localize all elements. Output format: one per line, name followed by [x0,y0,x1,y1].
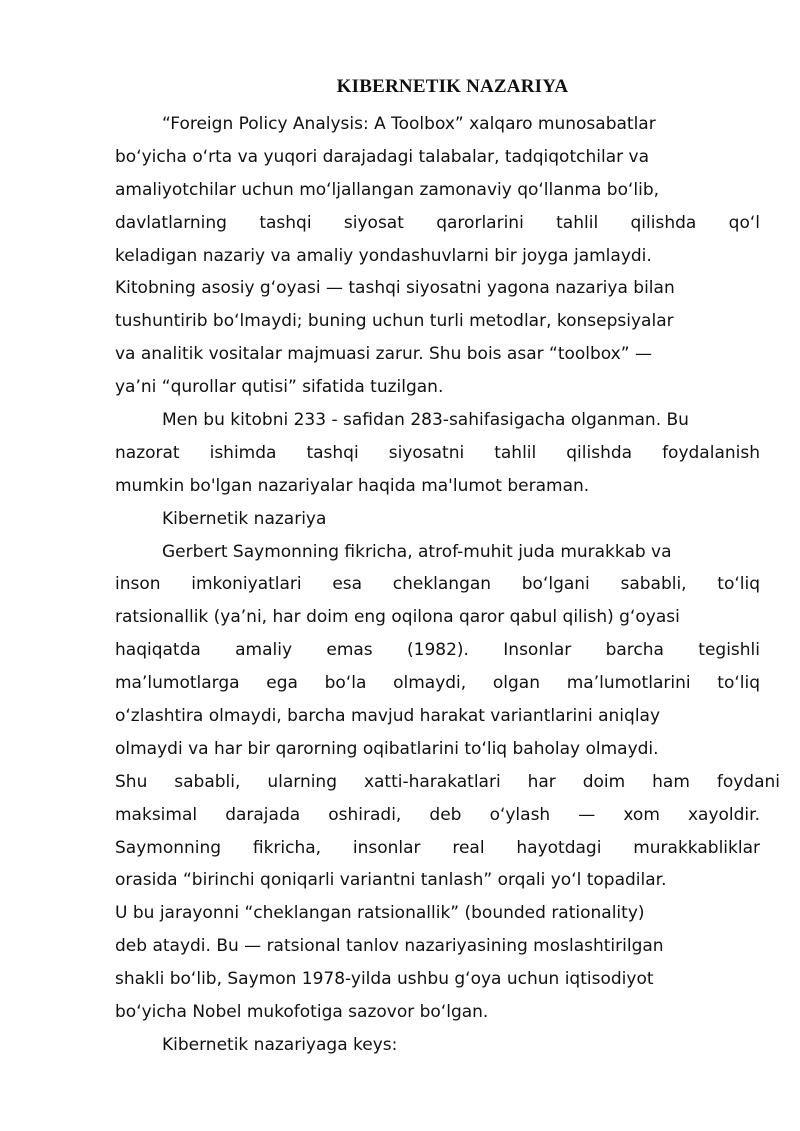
paragraph-line: maksimal darajada oshiradi, deb o‘ylash — xom xayoldir. [115,804,760,825]
page-title: KIBERNETIK NAZARIYA [336,76,569,97]
paragraph-line: Gerbert Saymonning fikricha, atrof-muhit juda murakkab va [162,541,672,562]
paragraph-line: ratsionallik (ya’ni, har doim eng oqilona qaror qabul qilish) g‘oyasi [115,607,680,628]
paragraph-line: tushuntirib bo‘lmaydi; buning uchun turli metodlar, konsepsiyalar [115,311,674,332]
paragraph-line: va analitik vositalar majmuasi zarur. Shu bois asar “toolbox” — [115,344,652,365]
section-heading: Kibernetik nazariyaga keys: [162,1034,398,1055]
paragraph-line: davlatlarning tashqi siyosat qarorlarini tahlil qilishda qo‘l [115,212,760,233]
paragraph-line: amaliyotchilar uchun mo‘ljallangan zamonaviy qo‘llanma bo‘lib, [115,179,660,200]
paragraph-line: olmaydi va har bir qarorning oqibatlarini to‘liq baholay olmaydi. [115,738,659,759]
paragraph-line: ma’lumotlarga ega bo‘la olmaydi, olgan ma’lumotlarini to‘liq [115,673,760,694]
paragraph-line: Kitobning asosiy g‘oyasi — tashqi siyosatni yagona nazariya bilan [115,278,675,299]
paragraph-line: deb ataydi. Bu — ratsional tanlov nazariyasining moslashtirilgan [115,936,664,957]
paragraph-line: ya’ni “qurollar qutisi” sifatida tuzilgan. [115,377,444,398]
section-heading: Kibernetik nazariya [162,508,327,529]
paragraph-line: U bu jarayonni “cheklangan ratsionallik” (bounded rationality) [115,903,645,924]
paragraph-line: “Foreign Policy Analysis: A Toolbox” xalqaro munosabatlar [162,114,656,134]
paragraph-line: haqiqatda amaliy emas (1982). Insonlar barcha tegishli [115,640,760,661]
paragraph-line: Saymonning fikricha, insonlar real hayotdagi murakkabliklar [115,837,760,858]
paragraph-line: Men bu kitobni 233 - safidan 283-sahifasigacha olganman. Bu [162,410,689,431]
paragraph-line: keladigan nazariy va amaliy yondashuvlarni bir joyga jamlaydi. [115,245,652,266]
paragraph-line: orasida “birinchi qoniqarli variantni tanlash” orqali yo‘l topadilar. [115,870,667,891]
paragraph-line: bo‘yicha Nobel mukofotiga sazovor bo‘lgan. [115,1002,489,1023]
paragraph-line: mumkin bo'lgan nazariyalar haqida ma'lumot beraman. [115,475,590,496]
paragraph-line: nazorat ishimda tashqi siyosatni tahlil qilishda foydalanish [115,442,760,463]
paragraph-line: Shu sababli, ularning xatti-harakatlari har doim ham foydani [115,771,780,792]
paragraph-line: shakli bo‘lib, Saymon 1978-yilda ushbu g‘oya uchun iqtisodiyot [115,969,654,990]
paragraph-line: inson imkoniyatlari esa cheklangan bo‘lgani sababli, to‘liq [115,574,760,595]
document-body [115,108,780,1062]
paragraph-line: bo‘yicha o‘rta va yuqori darajadagi talabalar, tadqiqotchilar va [115,146,649,167]
paragraph-line: o‘zlashtira olmaydi, barcha mavjud harakat variantlarini aniqlay [115,706,661,727]
